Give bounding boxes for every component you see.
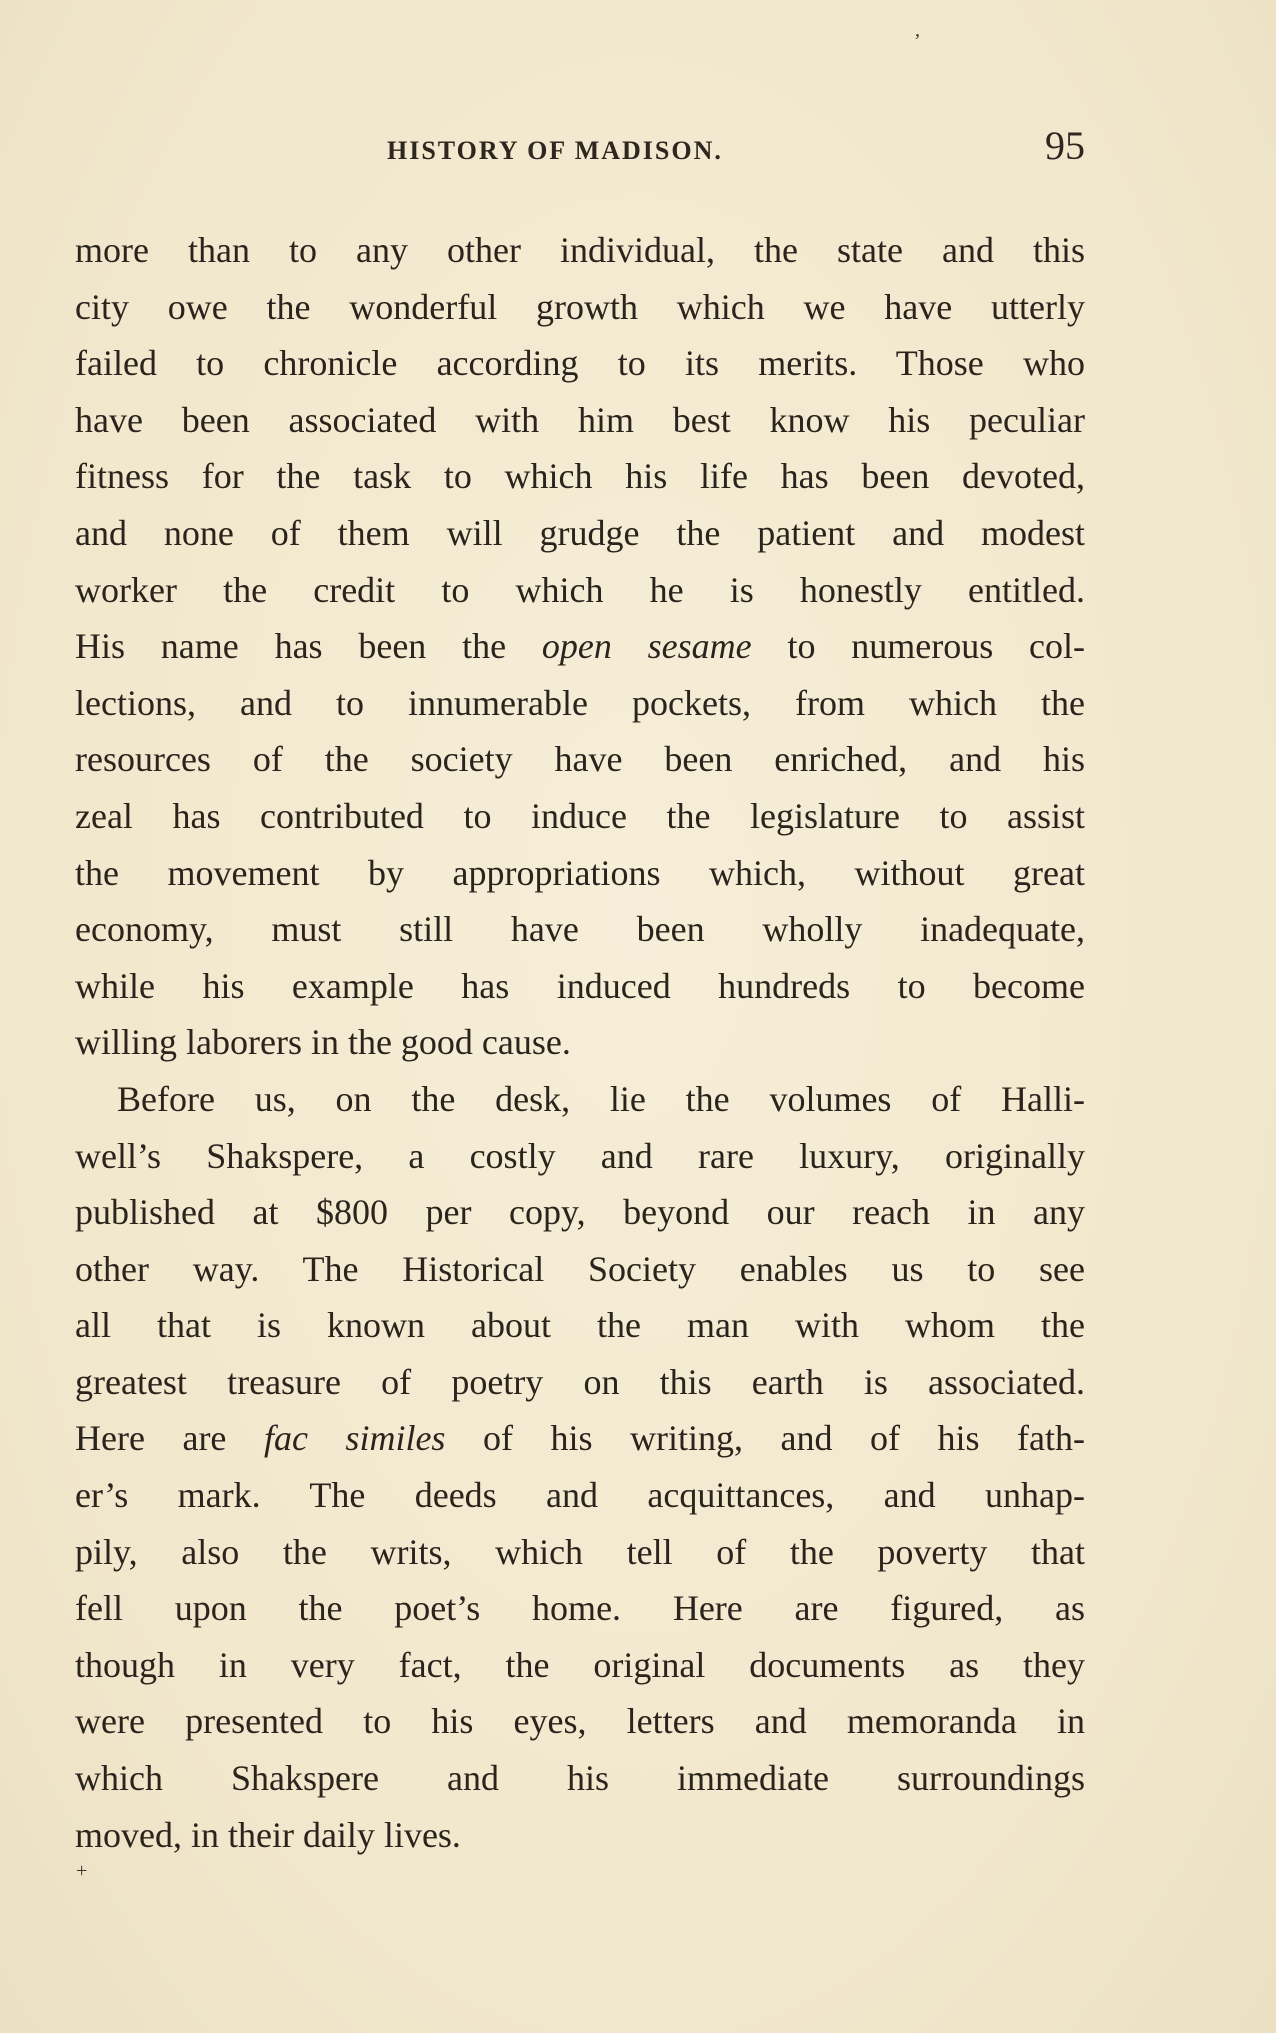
text-line: failed to chronicle according to its merits. Those who [75, 343, 1085, 384]
text-line: greatest treasure of poetry on this earth is associated. [75, 1361, 1085, 1402]
running-title: HISTORY OF MADISON. [387, 136, 723, 165]
text-line: economy, must still have been wholly inadequate, [75, 909, 1085, 950]
text-line: er’s mark. The deeds and acquittances, and unhap- [75, 1475, 1085, 1516]
text-line: fell upon the poet’s home. Here are figured, as [75, 1588, 1085, 1629]
body-text [75, 222, 1085, 1863]
text-line: pily, also the writs, which tell of the poverty that [75, 1531, 1085, 1572]
text-line: published at $800 per copy, beyond our reach in any [75, 1192, 1085, 1233]
text-line: city owe the wonderful growth which we have utterly [75, 286, 1085, 327]
text-line-with-italic [75, 618, 1085, 675]
text-line: fitness for the task to which his life has been devoted, [75, 456, 1085, 497]
text-line: lections, and to innumerable pockets, from which the [75, 682, 1085, 723]
text-line: moved, in their daily lives. [75, 1814, 461, 1855]
text-line: the movement by appropriations which, without great [75, 852, 1085, 893]
text-segment: to numerous col- [751, 626, 1086, 667]
text-line: have been associated with him best know his peculiar [75, 399, 1085, 440]
text-line: all that is known about the man with whom the [75, 1305, 1085, 1346]
italic-phrase: open sesame [541, 626, 752, 667]
text-line: while his example has induced hundreds to become [75, 965, 1085, 1006]
text-line: other way. The Historical Society enables us to see [75, 1248, 1085, 1289]
text-line: well’s Shakspere, a costly and rare luxury, originally [75, 1135, 1085, 1176]
text-line-with-italic [75, 1410, 1085, 1467]
text-line: worker the credit to which he is honestly entitled. [75, 569, 1085, 610]
page-number: 95 [1045, 123, 1085, 168]
text-line: more than to any other individual, the state and this [75, 230, 1085, 270]
text-line: which Shakspere and his immediate surroundings [75, 1758, 1085, 1799]
text-line: and none of them will grudge the patient and modest [75, 512, 1085, 553]
text-segment: Here are [75, 1418, 264, 1459]
text-line: resources of the society have been enriched, and his [75, 739, 1085, 780]
text-segment: His name has been the [75, 626, 542, 667]
text-line: willing laborers in the good cause. [75, 1022, 571, 1063]
print-speck-icon: ’ [914, 30, 921, 52]
page-header [75, 122, 1085, 178]
text-line: Before us, on the desk, lie the volumes of Halli- [117, 1078, 1085, 1119]
print-cross-mark-icon: + [76, 1860, 88, 1882]
text-line: were presented to his eyes, letters and memoranda in [75, 1701, 1085, 1742]
text-line: though in very fact, the original documents as they [75, 1644, 1085, 1685]
paragraph-1 [75, 222, 1085, 1071]
text-line: zeal has contributed to induce the legislature to assist [75, 795, 1085, 836]
paragraph-2 [75, 1071, 1085, 1863]
italic-phrase: fac similes [263, 1418, 446, 1459]
text-segment: of his writing, and of his fath- [445, 1418, 1086, 1459]
